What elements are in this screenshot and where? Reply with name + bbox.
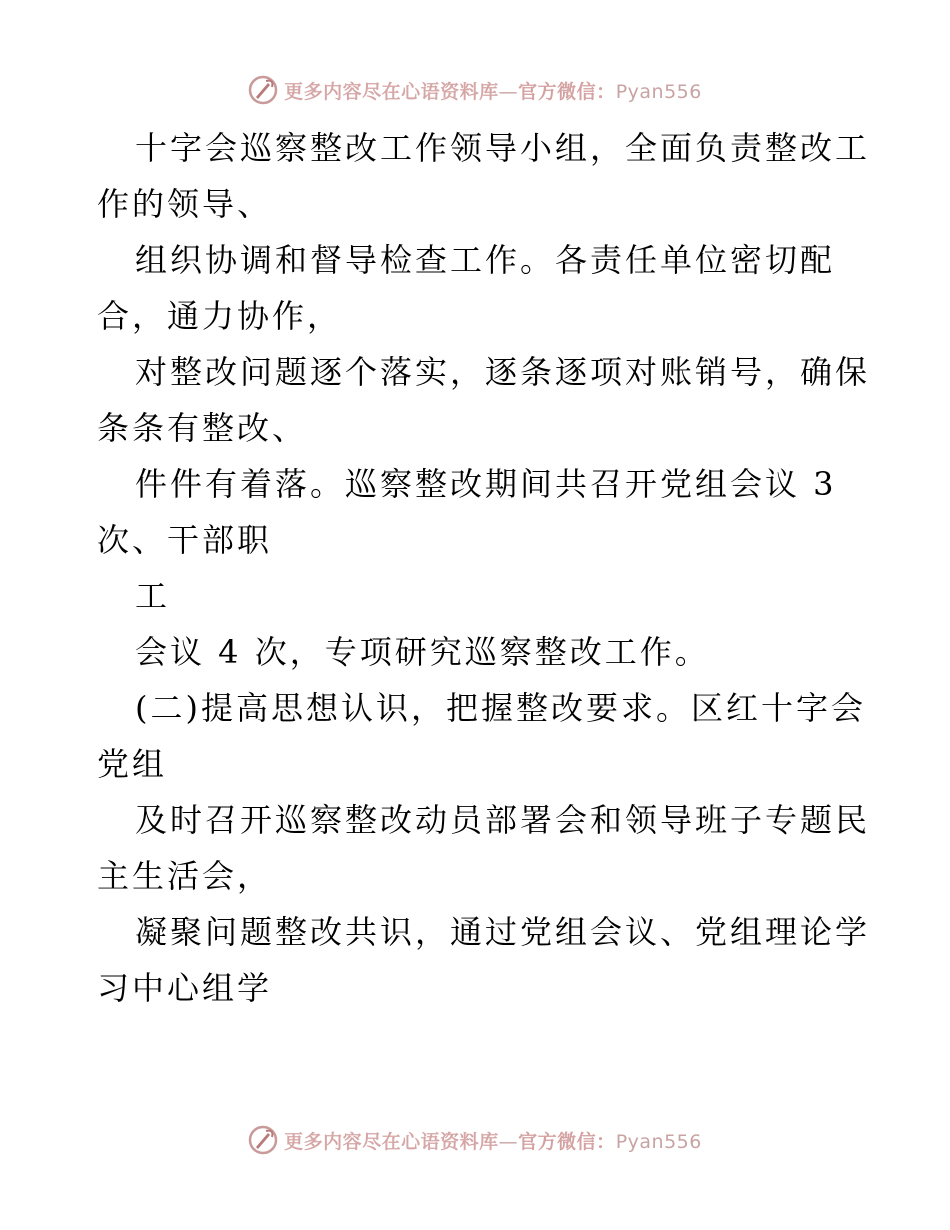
footer-watermark — [0, 1120, 950, 1160]
text-line: 作的领导、 — [97, 185, 273, 223]
text-line: 凝聚问题整改共识，通过党组会议、党组理论学 — [135, 913, 871, 951]
text-line: 十字会巡察整改工作领导小组，全面负责整改工 — [135, 129, 871, 167]
quill-logo-icon — [248, 75, 278, 105]
watermark-wechat-label: 官方微信： — [518, 1130, 616, 1153]
text-line: (二)提高思想认识，把握整改要求。区红十字会 — [135, 689, 866, 727]
watermark-wechat-id: Pyan556 — [615, 80, 702, 103]
text-line: 习中心组学 — [97, 969, 273, 1007]
text-line: 主生活会， — [97, 857, 273, 895]
header-watermark — [0, 70, 950, 110]
text-line: 及时召开巡察整改动员部署会和领导班子专题民 — [135, 801, 871, 839]
text-line: 对整改问题逐个落实，逐条逐项对账销号，确保 — [135, 353, 871, 391]
watermark-wechat-label: 官方微信： — [518, 80, 616, 103]
watermark-wechat-id: Pyan556 — [615, 1130, 702, 1153]
text-line: 件件有着落。巡察整改期间共召开党组会议 3 — [135, 465, 837, 503]
text-line: 组织协调和督导检查工作。各责任单位密切配 — [135, 241, 836, 279]
watermark-main-text: 更多内容尽在心语资料库 — [284, 1130, 499, 1153]
quill-logo-icon — [248, 1125, 278, 1155]
text-line: 次、干部职 — [97, 521, 273, 559]
text-line: 党组 — [97, 745, 168, 783]
watermark-main-text: 更多内容尽在心语资料库 — [284, 80, 499, 103]
text-line: 会议 4 次，专项研究巡察整改工作。 — [135, 633, 710, 671]
watermark-text — [284, 77, 702, 104]
text-line: 工 — [135, 577, 171, 615]
text-line: 条条有整改、 — [97, 409, 308, 447]
watermark-separator: — — [498, 80, 519, 103]
watermark-separator: — — [498, 1130, 519, 1153]
document-body — [97, 120, 871, 1016]
text-line: 合，通力协作， — [97, 297, 343, 335]
watermark-text — [284, 1127, 702, 1154]
